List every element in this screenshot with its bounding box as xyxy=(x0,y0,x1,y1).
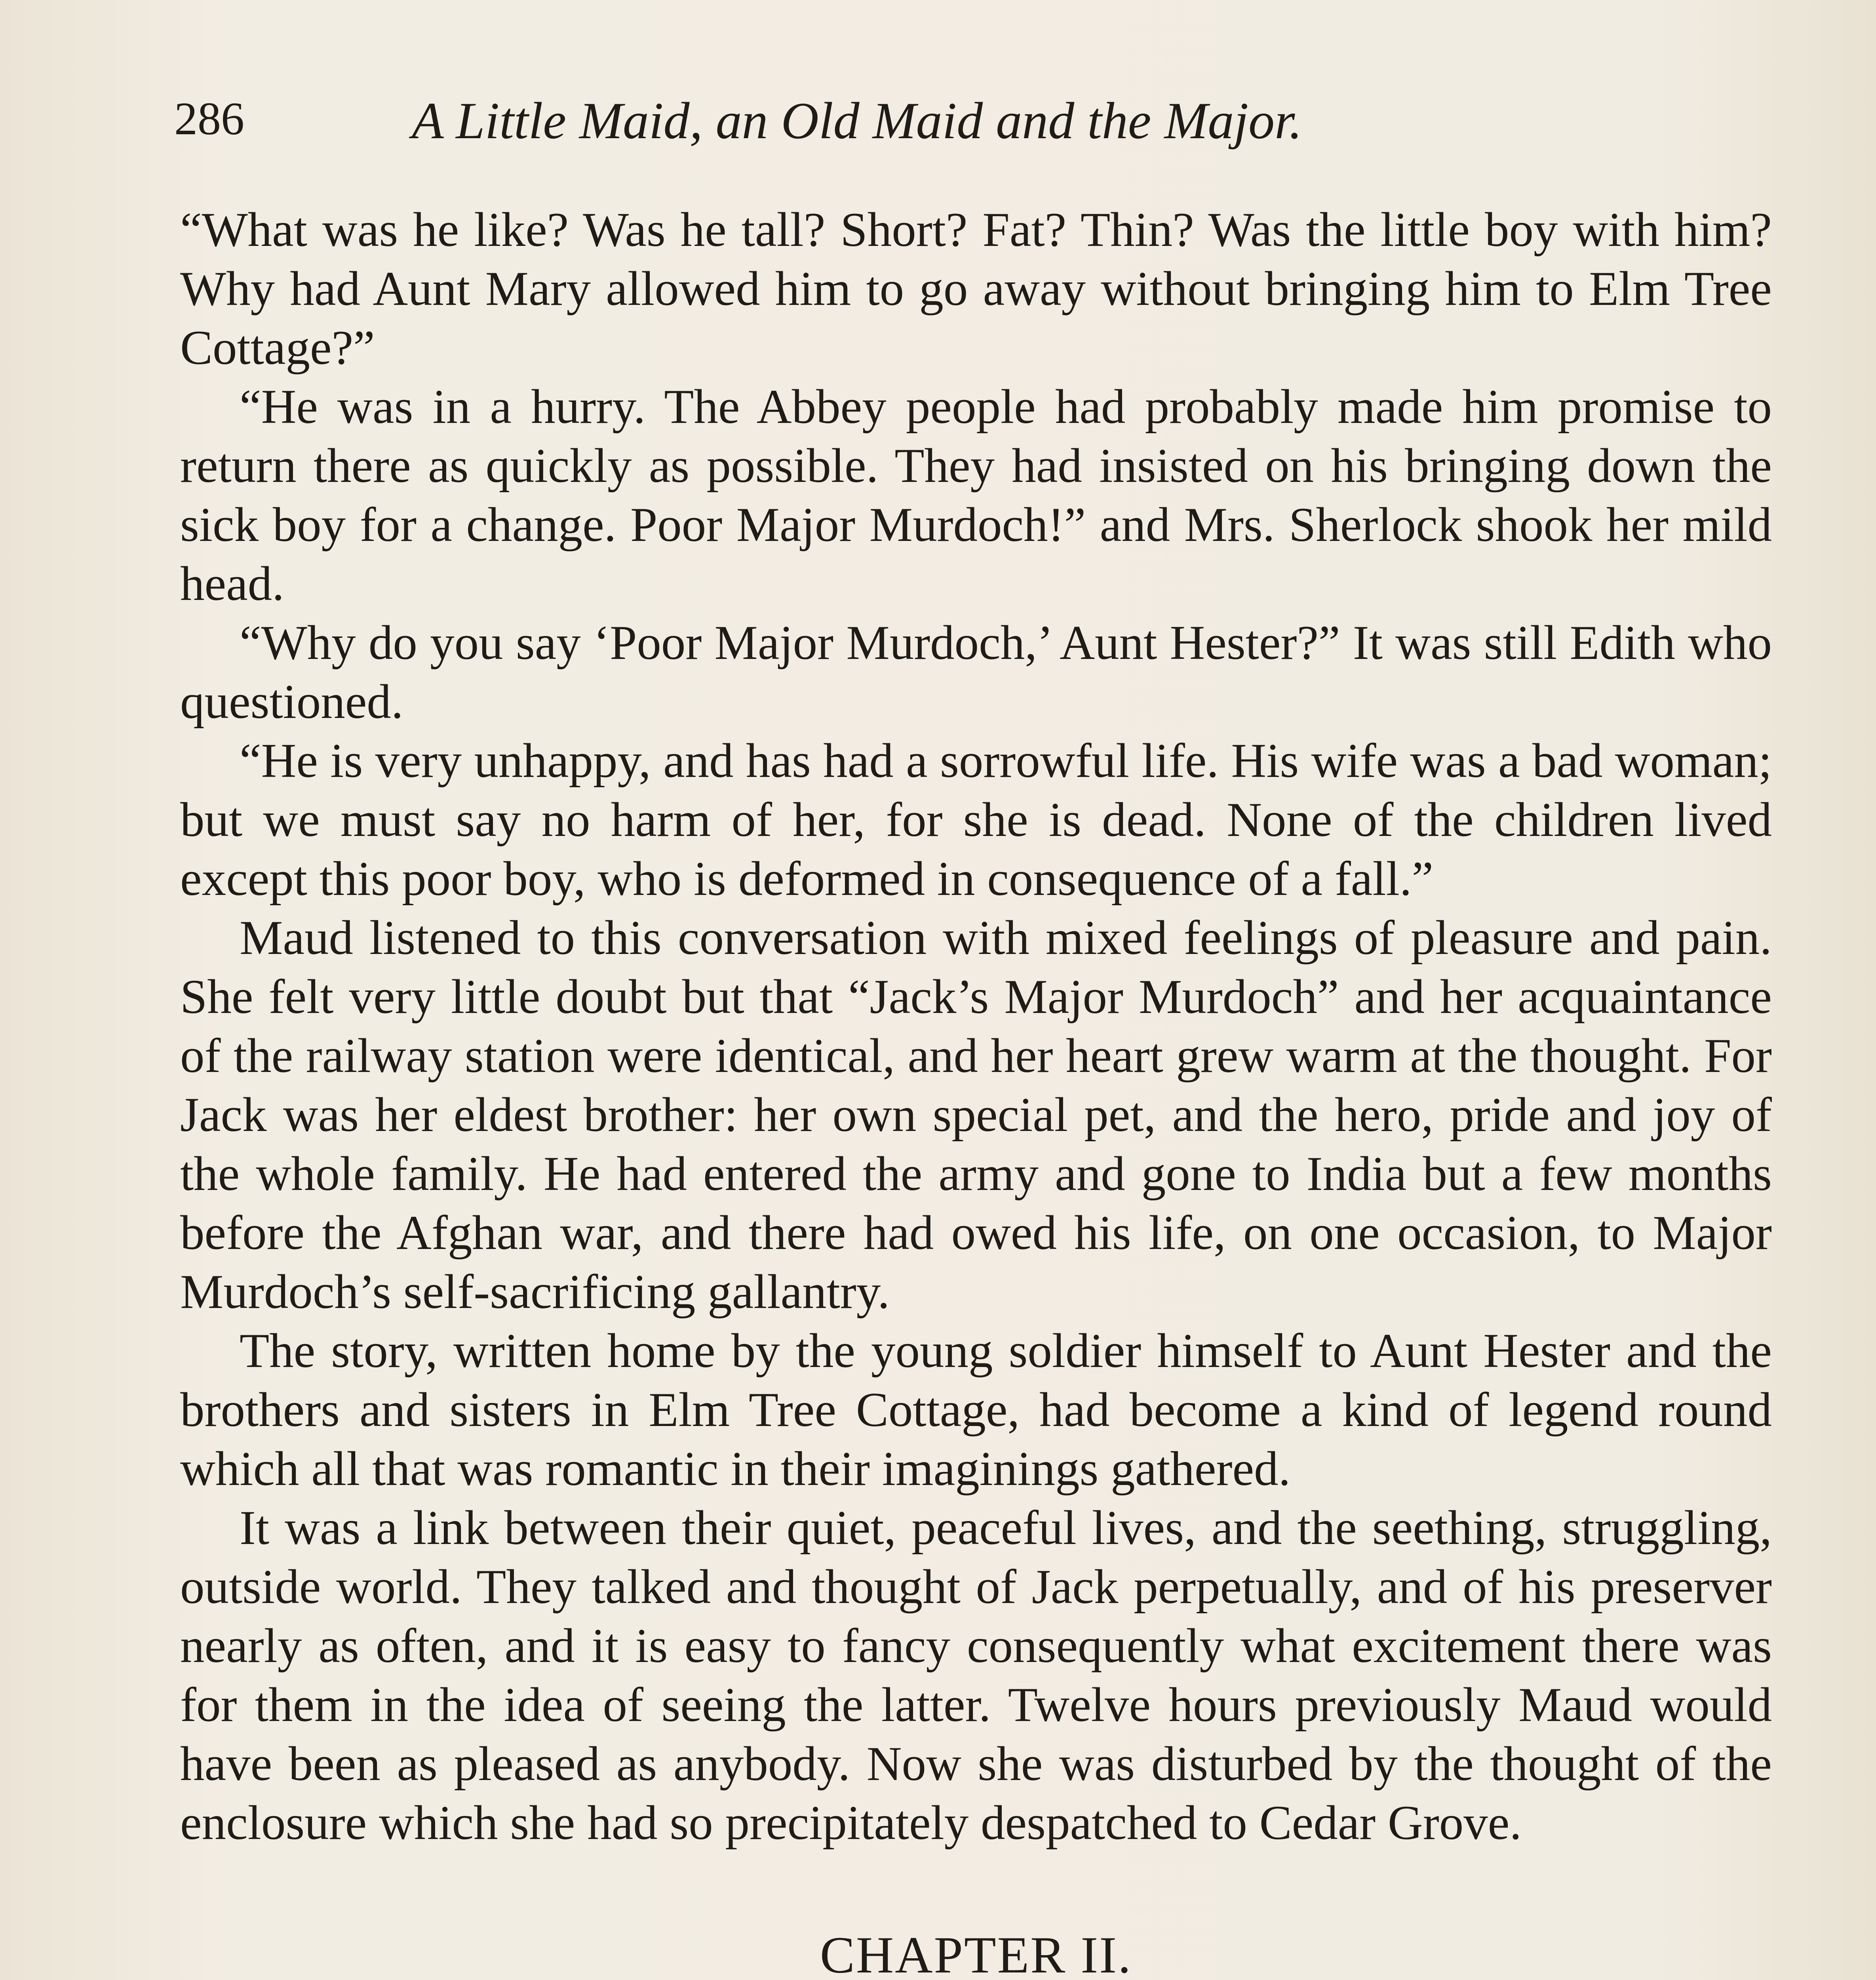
body-paragraph-2: “He was in a hurry. The Abbey people had probably made him promise to return there as quickly as possible. They had insisted on his bringing down the sick boy for a change. Poor Major Murdoch!” and Mrs. Sherlock shook her mild head. xyxy=(180,379,1772,611)
body-paragraph-7: It was a link between their quiet, peaceful lives, and the seething, struggling, outside world. They talked and thought of Jack perpetually, and of his preserver nearly as often, and it is easy to fancy consequently what excitement there was for them in the idea of seeing the latter. Twelve hours previously Maud would have been as pleased as anybody. Now she was disturbed by the thought of the enclosure which she had so precipitately despatched to Cedar Grove. xyxy=(180,1500,1772,1850)
chapter-heading: CHAPTER II. xyxy=(820,1926,1132,1980)
body-paragraph-1: “What was he like? Was he tall? Short? Fat? Thin? Was the little boy with him? Why had Aunt Mary allowed him to go away without bringing him to Elm Tree Cottage?” xyxy=(180,202,1772,375)
page-text-block xyxy=(180,200,1772,1980)
body-paragraph-6: The story, written home by the young soldier himself to Aunt Hester and the brothers and sisters in Elm Tree Cottage, had become a kind of legend round which all that was romantic in their imaginings gathered. xyxy=(180,1323,1772,1496)
page-number: 286 xyxy=(174,93,244,145)
page-header xyxy=(174,83,1576,162)
body-paragraph-4: “He is very unhappy, and has had a sorrowful life. His wife was a bad woman; but we must say no harm of her, for she is dead. None of the children lived except this poor boy, who is deformed in consequence of a fall.” xyxy=(180,733,1772,906)
running-title: A Little Maid, an Old Maid and the Major. xyxy=(412,91,1302,150)
body-paragraph-3: “Why do you say ‘Poor Major Murdoch,’ Aunt Hester?” It was still Edith who questioned. xyxy=(180,615,1772,729)
body-paragraph-5: Maud listened to this conversation with mixed feelings of pleasure and pain. She felt very little doubt but that “Jack’s Major Murdoch” and her acquaintance of the railway station were identical, and her heart grew warm at the thought. For Jack was her eldest brother: her own special pet, and the hero, pride and joy of the whole family. He had entered the army and gone to India but a few months before the Afghan war, and there had owed his life, on one occasion, to Major Murdoch’s self-sacrificing gallantry. xyxy=(180,910,1772,1319)
